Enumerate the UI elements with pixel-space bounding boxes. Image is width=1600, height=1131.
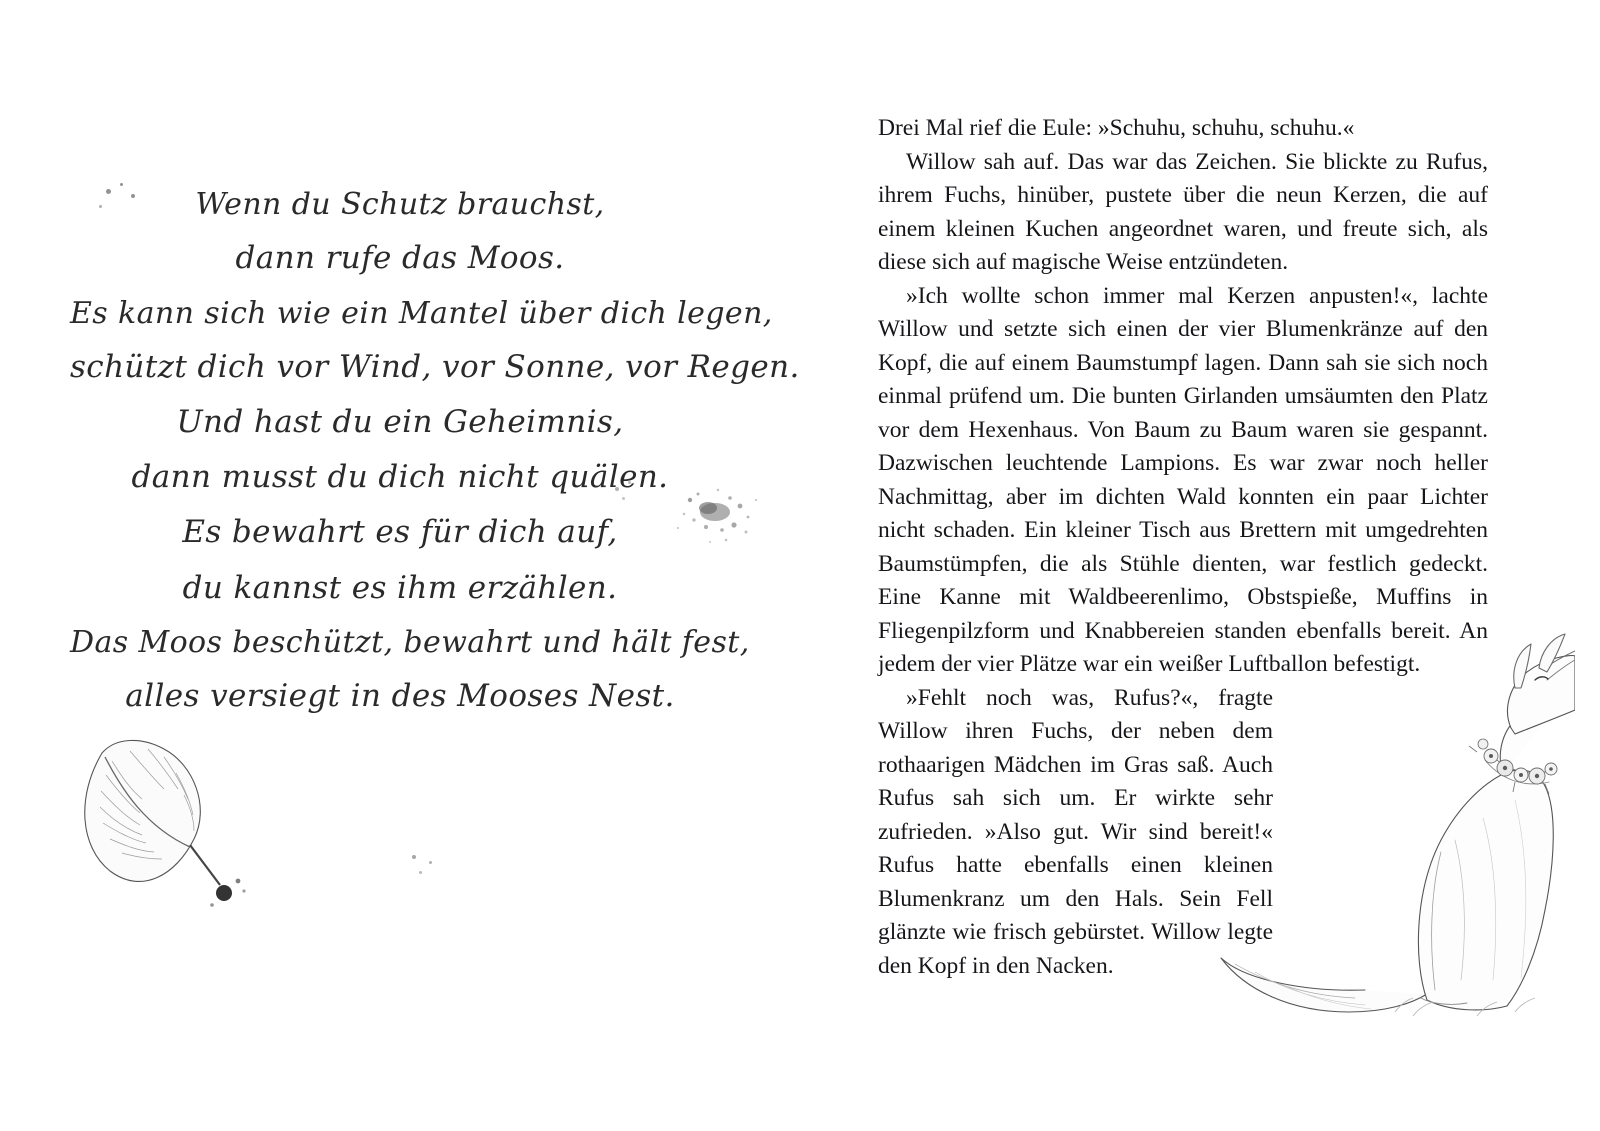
poem-line: Das Moos beschützt, bewahrt und hält fest, [70, 624, 750, 660]
poem-line: dann rufe das Moos. [235, 240, 565, 277]
ink-speck-icon [412, 855, 416, 859]
poem-line: schützt dich vor Wind, vor Sonne, vor Regen. [70, 348, 800, 385]
poem-line: dann musst du dich nicht quälen. [131, 459, 669, 496]
paragraph: »Fehlt noch was, Rufus?«, fragte Willow ihren Fuchs, der neben dem rothaarigen Mädchen im Gras saß. Auch Rufus sah sich um. Er wirkte sehr zufrieden. »Also gut. Wir sind bereit!« Rufus hatte ebenfalls einen kleinen Blumenkranz um den Hals. Sein Fell glänzte wie frisch gebürstet. Willow legte den Kopf in den Nacken. [878, 684, 1273, 979]
poem-line: Wenn du Schutz brauchst, [195, 187, 605, 222]
poem-line: Und hast du ein Geheimnis, [176, 404, 624, 441]
poem-line: Es bewahrt es für dich auf, [182, 514, 618, 551]
poem-block [70, 178, 800, 724]
poem-line: Es kann sich wie ein Mantel über dich legen, [70, 295, 773, 331]
feather-quill-icon [72, 735, 272, 935]
right-page [800, 0, 1600, 1131]
ink-drop-icon [216, 885, 232, 901]
ink-speck-icon [429, 861, 432, 864]
paragraph: Willow sah auf. Das war das Zeichen. Sie blickte zu Rufus, ihrem Fuchs, hinüber, pustete über die neun Kerzen, die auf einem kleinen Kuchen angeordnet waren, und freute sich, als diese sich auf magische Weise entzündeten. [878, 148, 1488, 275]
poem-line: alles versiegt in des Mooses Nest. [125, 678, 675, 715]
paragraph: »Ich wollte schon immer mal Kerzen anpusten!«, lachte Willow und setzte sich einen der vier Blumenkränze auf den Kopf, die auf einem Baumstumpf lagen. Dann sah sie sich noch einmal prüfend um. Die bunten Girlanden umsäumten den Platz vor dem Hexenhaus. Von Baum zu Baum waren sie gespannt. Dazwischen leuchtende Lampions. Es war zwar noch heller Nachmittag, aber im dichten Wald konnten ein paar Lichter nicht schaden. Ein kleiner Tisch aus Brettern mit umgedrehten Baumstümpfen, die als Stühle dienten, war festlich gedeckt. Eine Kanne mit Waldbeerenlimo, Obstspieße, Muffins in Fliegenpilzform und Knabbereien standen ebenfalls bereit. An jedem der vier Plätze war ein weißer Luftballon befestigt. [878, 282, 1488, 677]
paragraph: Drei Mal rief die Eule: »Schuhu, schuhu, schuhu.« [878, 115, 1355, 141]
poem-line: du kannst es ihm erzählen. [182, 569, 618, 606]
ink-speck-icon [419, 871, 422, 874]
fox-illustration [1215, 560, 1575, 1080]
